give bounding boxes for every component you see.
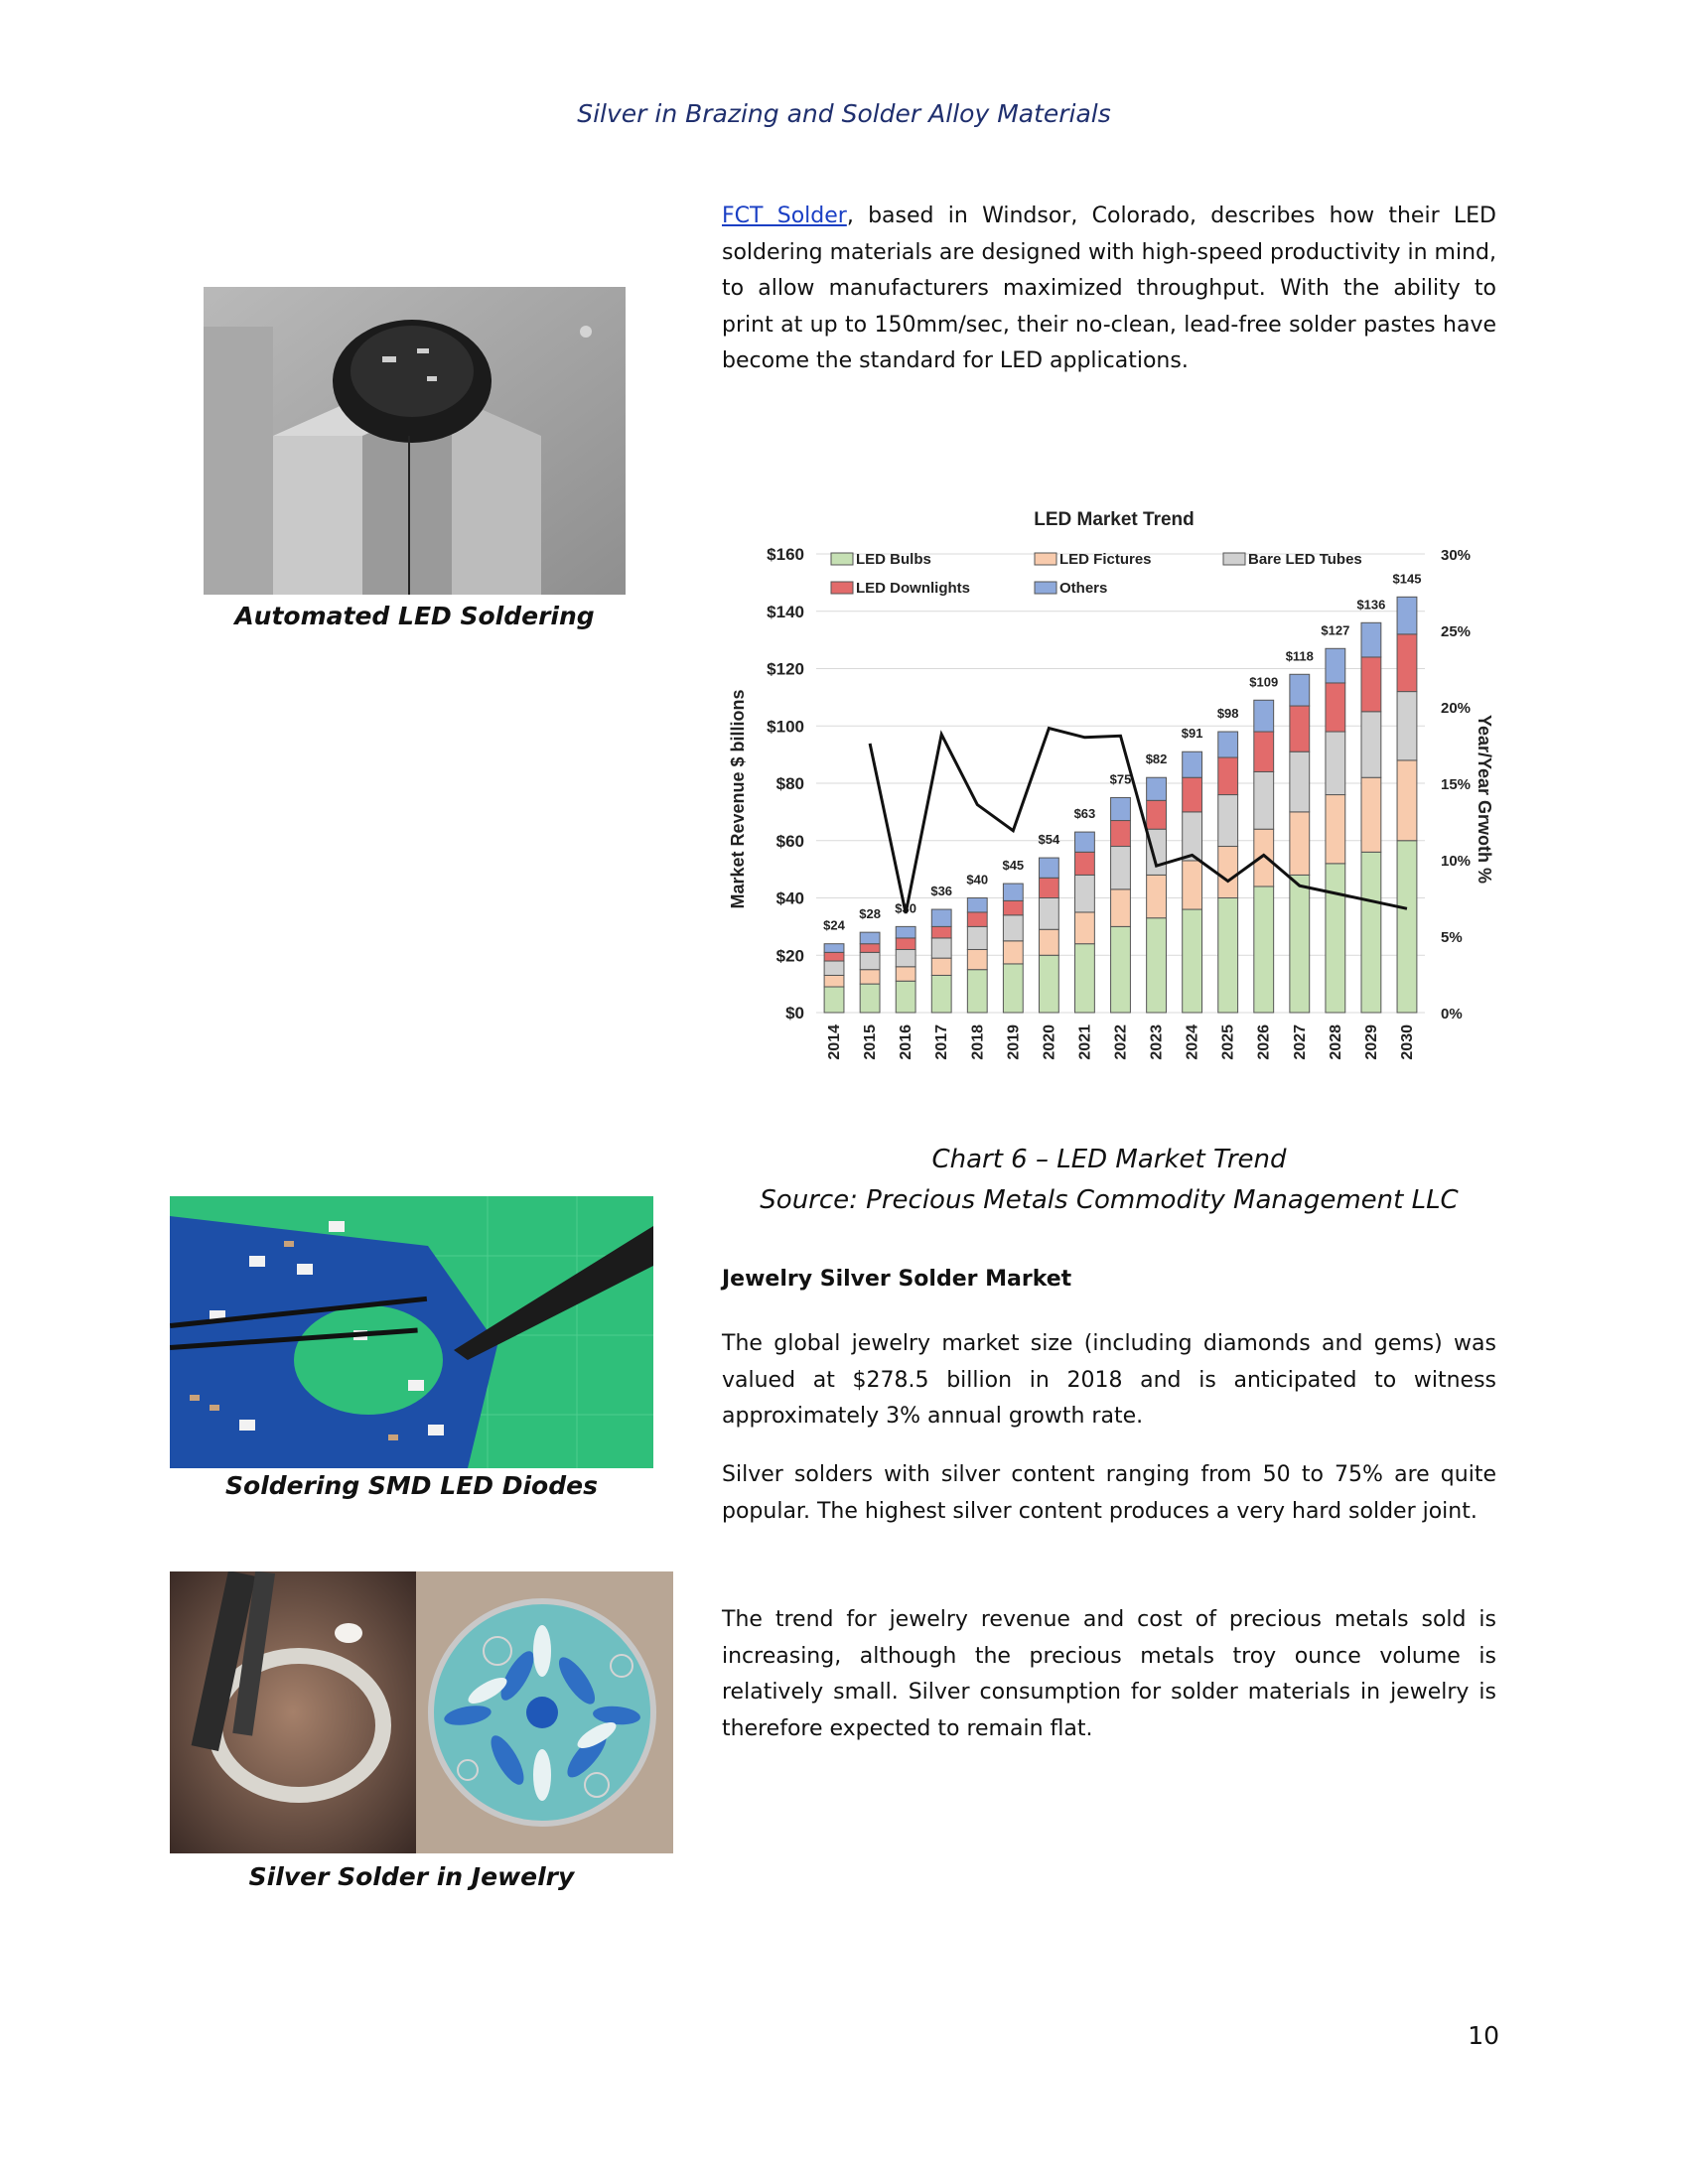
chart-legend: [831, 551, 1362, 597]
chart-y-axis: [767, 545, 804, 1023]
bar-segment: [860, 970, 880, 984]
bar-segment: [1075, 832, 1095, 852]
bar-segment: [1111, 797, 1131, 820]
y-tick-label: $100: [767, 717, 804, 737]
y-tick-label: $60: [775, 831, 804, 851]
x-tick-label: 2015: [862, 1024, 880, 1060]
x-tick-label: 2019: [1005, 1024, 1023, 1060]
bar-segment: [1039, 898, 1058, 930]
x-tick-label: 2016: [898, 1024, 915, 1060]
bar-segment: [1111, 889, 1131, 927]
bar-segment: [1326, 648, 1345, 683]
legend-swatch: [831, 582, 853, 594]
bar-total-label: $40: [966, 872, 989, 887]
legend-swatch: [1035, 553, 1056, 565]
bar-segment: [1290, 875, 1310, 1013]
bar-segment: [1290, 751, 1310, 812]
bar-segment: [1003, 900, 1023, 914]
y2-tick-label: 20%: [1441, 700, 1472, 717]
y2-tick-label: 0%: [1441, 1006, 1463, 1023]
intro-text: , based in Windsor, Colorado, describes how their LED soldering materials are designed with high-speed productivity in mind, to allow manufacturers maximized throughput. With the ability to print at up to 150mm/sec, their no-clean, lead-free solder pastes have become the standard for LED applications.: [722, 204, 1496, 373]
bar-segment: [1326, 795, 1345, 864]
led-market-trend-chart: [722, 501, 1506, 1077]
bar-total-label: $82: [1145, 751, 1168, 767]
jewelry-section-heading: Jewelry Silver Solder Market: [722, 1267, 1072, 1292]
bar-segment: [1254, 771, 1274, 829]
y-tick-label: $0: [785, 1004, 804, 1023]
x-tick-label: 2030: [1398, 1024, 1416, 1060]
bar-segment: [896, 949, 915, 966]
y-tick-label: $80: [775, 774, 804, 793]
bar-segment: [1003, 915, 1023, 941]
bar-total-label: $136: [1356, 597, 1386, 613]
bar-segment: [896, 981, 915, 1013]
y-tick-label: $40: [775, 888, 804, 908]
bar-segment: [1039, 858, 1058, 878]
bar-segment: [1183, 909, 1202, 1013]
bar-segment: [1397, 760, 1417, 841]
y2-tick-label: 25%: [1441, 623, 1472, 640]
x-tick-label: 2024: [1184, 1024, 1201, 1060]
x-tick-label: 2028: [1327, 1024, 1344, 1060]
bar-total-label: $98: [1216, 706, 1239, 722]
bar-total-label: $24: [823, 917, 845, 933]
chart-title: LED Market Trend: [1034, 509, 1195, 530]
bar-segment: [1075, 875, 1095, 912]
bar-segment: [1254, 732, 1274, 771]
jewelry-paragraph-3: The trend for jewelry revenue and cost of precious metals sold is increasing, although the precious metals troy ounce volume is relatively small. Silver consumption for solder materials in jewelry is therefore expected to remain flat.: [722, 1607, 1496, 1741]
bar-segment: [1111, 821, 1131, 847]
bar-segment: [1290, 674, 1310, 706]
bar-segment: [824, 987, 844, 1013]
bar-total-label: $109: [1249, 674, 1279, 690]
bar-segment: [824, 961, 844, 975]
bar-segment: [1361, 657, 1381, 712]
bar-total-label: $127: [1321, 622, 1350, 638]
bar-segment: [1003, 964, 1023, 1013]
bar-segment: [1397, 597, 1417, 634]
y2-tick-label: 30%: [1441, 547, 1472, 564]
chart-caption-title: Chart 6 – LED Market Trend: [931, 1145, 1287, 1174]
bar-segment: [1361, 852, 1381, 1013]
bar-segment: [1075, 944, 1095, 1013]
y2-tick-label: 10%: [1441, 853, 1472, 870]
bar-segment: [1147, 918, 1167, 1013]
bar-segment: [931, 975, 951, 1013]
bar-segment: [967, 898, 987, 912]
bar-segment: [860, 984, 880, 1013]
bar-segment: [1397, 841, 1417, 1013]
bar-total-label: $45: [1002, 858, 1025, 874]
x-tick-label: 2014: [826, 1024, 844, 1060]
bar-segment: [1254, 829, 1274, 887]
bar-segment: [931, 938, 951, 958]
bar-total-label: $36: [930, 884, 953, 899]
bar-segment: [1183, 777, 1202, 812]
chart-caption-source: Source: Precious Metals Commodity Management LLC: [760, 1185, 1459, 1215]
bar-segment: [967, 926, 987, 949]
automated-led-soldering-caption: Automated LED Soldering: [234, 602, 595, 630]
x-tick-label: 2017: [933, 1024, 951, 1060]
legend-label: LED Bulbs: [856, 551, 931, 568]
bar-total-label: $118: [1285, 648, 1314, 664]
bar-total-label: $30: [895, 900, 916, 916]
bar-segment: [1183, 751, 1202, 777]
smd-led-soldering-photo: [170, 1196, 653, 1468]
bar-segment: [1361, 712, 1381, 777]
silver-solder-jewelry-photo: [170, 1571, 673, 1853]
chart-x-axis: [826, 1024, 1416, 1060]
y-tick-label: $160: [767, 545, 804, 564]
y-tick-label: $20: [775, 946, 804, 966]
bar-total-label: $91: [1181, 726, 1203, 742]
bar-segment: [824, 975, 844, 987]
bar-segment: [931, 926, 951, 938]
bar-segment: [1147, 875, 1167, 917]
bar-segment: [1254, 887, 1274, 1013]
legend-label: LED Fictures: [1059, 551, 1152, 568]
x-tick-label: 2021: [1076, 1024, 1094, 1060]
bar-total-label: $28: [859, 906, 881, 922]
chart-y2-axis-label: Year/Year Grwoth %: [1475, 714, 1494, 885]
legend-label: Others: [1059, 580, 1108, 597]
bar-segment: [1003, 941, 1023, 964]
smd-led-soldering-caption: Soldering SMD LED Diodes: [225, 1471, 598, 1500]
x-tick-label: 2027: [1291, 1024, 1309, 1060]
bar-segment: [931, 909, 951, 926]
bar-segment: [1218, 757, 1238, 795]
fct-solder-link[interactable]: FCT Solder: [722, 204, 847, 228]
bar-segment: [896, 938, 915, 950]
legend-swatch: [1035, 582, 1056, 594]
bar-segment: [824, 952, 844, 961]
bar-total-label: $145: [1392, 571, 1422, 587]
bar-total-label: $75: [1109, 771, 1132, 787]
bar-segment: [1218, 732, 1238, 757]
bar-segment: [1326, 683, 1345, 732]
x-tick-label: 2018: [969, 1024, 987, 1060]
intro-paragraph: [722, 199, 1496, 380]
bar-segment: [1397, 692, 1417, 760]
bar-segment: [1326, 732, 1345, 795]
legend-label: Bare LED Tubes: [1248, 551, 1362, 568]
bar-segment: [1254, 700, 1274, 732]
bar-segment: [1147, 800, 1167, 829]
x-tick-label: 2020: [1041, 1024, 1058, 1060]
bar-segment: [1326, 864, 1345, 1013]
bar-segment: [967, 912, 987, 926]
x-tick-label: 2029: [1362, 1024, 1380, 1060]
bar-segment: [1183, 861, 1202, 909]
bar-segment: [931, 958, 951, 975]
bar-segment: [824, 944, 844, 953]
chart-caption: [722, 1140, 1496, 1221]
bar-segment: [896, 967, 915, 981]
bar-segment: [1039, 929, 1058, 955]
chart-bars: [824, 597, 1417, 1013]
bar-segment: [1003, 884, 1023, 900]
bar-segment: [896, 926, 915, 938]
bar-segment: [1218, 795, 1238, 847]
y2-tick-label: 5%: [1441, 929, 1463, 946]
y-tick-label: $140: [767, 602, 804, 621]
x-tick-label: 2022: [1112, 1024, 1130, 1060]
jewelry-paragraph-2: Silver solders with silver content ranging from 50 to 75% are quite popular. The highest silver content produces a very hard solder joint.: [722, 1462, 1496, 1524]
bar-segment: [1397, 634, 1417, 692]
bar-total-label: $63: [1073, 806, 1096, 822]
chart-y-axis-label: Market Revenue $ billions: [728, 689, 748, 909]
bar-segment: [1290, 706, 1310, 751]
legend-label: LED Downlights: [856, 580, 970, 597]
chart-y2-axis: [1441, 547, 1471, 1023]
bar-segment: [967, 949, 987, 969]
bar-segment: [1111, 926, 1131, 1013]
bar-segment: [1218, 898, 1238, 1014]
bar-segment: [1361, 777, 1381, 852]
bar-segment: [967, 970, 987, 1013]
y2-tick-label: 15%: [1441, 776, 1472, 793]
bar-segment: [1075, 912, 1095, 944]
bar-segment: [860, 952, 880, 969]
automated-led-soldering-photo: [204, 287, 626, 595]
legend-swatch: [831, 553, 853, 565]
bar-segment: [1218, 847, 1238, 898]
bar-segment: [1039, 955, 1058, 1013]
bar-total-label: $54: [1038, 832, 1060, 848]
silver-solder-jewelry-caption: Silver Solder in Jewelry: [248, 1862, 575, 1891]
page-number: 10: [1468, 2021, 1499, 2050]
x-tick-label: 2025: [1219, 1024, 1237, 1060]
bar-segment: [1147, 777, 1167, 800]
bar-segment: [1361, 622, 1381, 657]
bar-segment: [860, 932, 880, 944]
y-tick-label: $120: [767, 659, 804, 679]
x-tick-label: 2026: [1255, 1024, 1273, 1060]
x-tick-label: 2023: [1148, 1024, 1166, 1060]
bar-segment: [860, 944, 880, 953]
jewelry-paragraph-1: The global jewelry market size (including diamonds and gems) was valued at $278.5 billion in 2018 and is anticipated to witness approximately 3% annual growth rate.: [722, 1331, 1496, 1429]
bar-segment: [1290, 812, 1310, 876]
bar-segment: [1075, 852, 1095, 875]
legend-swatch: [1223, 553, 1245, 565]
bar-segment: [1111, 847, 1131, 889]
bar-segment: [1183, 812, 1202, 861]
page-header-title: Silver in Brazing and Solder Alloy Materials: [577, 99, 1111, 128]
bar-segment: [1039, 878, 1058, 897]
